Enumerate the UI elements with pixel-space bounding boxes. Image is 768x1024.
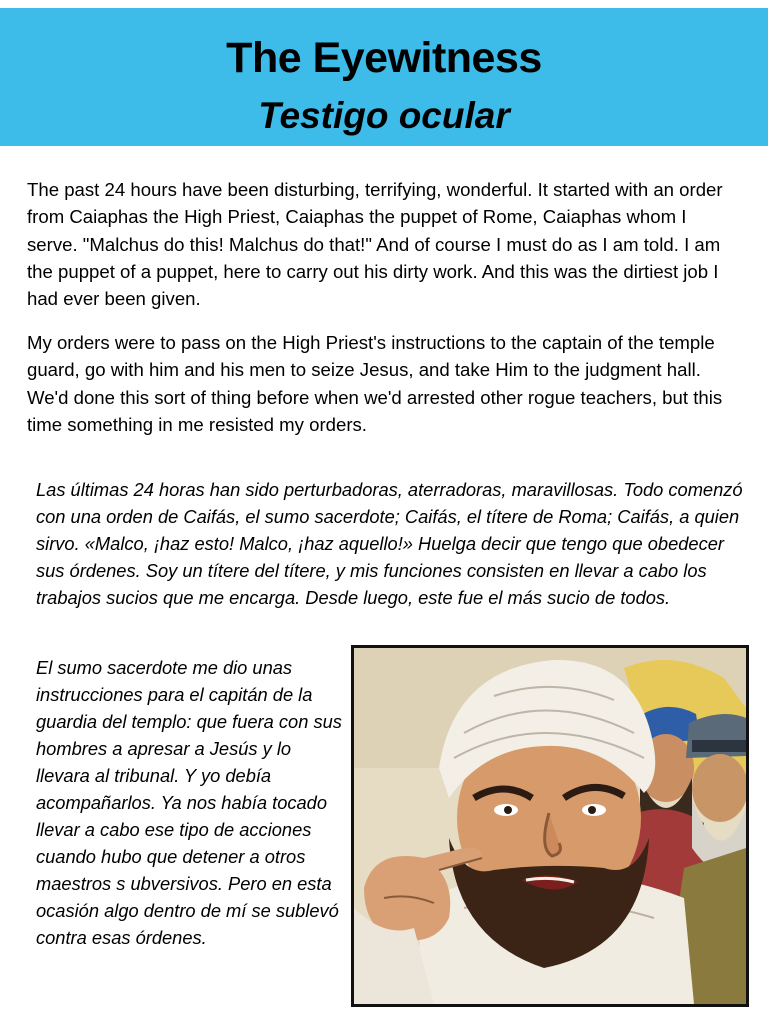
spanish-paragraph-1: Las últimas 24 horas han sido perturbadoras, aterradoras, maravillosas. Todo comenzó con una orden de Caifás, el sumo sacerdote; Caifás, el títere de Roma; Caifás, a quien sirvo. «Malco, ¡haz esto! Malco, ¡haz aquello!» Huelga decir que tengo que obedecer sus órdenes. Soy un títere del títere, y mis funciones consisten en llevar a cabo los trabajos sucios que me encarga. Desde luego, este fue el más sucio de todos. bbox=[36, 479, 743, 608]
title-banner bbox=[0, 8, 768, 146]
page-title: The Eyewitness bbox=[226, 34, 542, 82]
english-paragraph-2: My orders were to pass on the High Priest's instructions to the captain of the temple guard, go with him and his men to seize Jesus, and take Him to the judgment hall. We'd done this sort of thing before when we'd arrested other rogue teachers, but this time something in me resisted my orders. bbox=[27, 332, 723, 435]
page-subtitle: Testigo ocular bbox=[258, 95, 510, 136]
english-paragraph-1: The past 24 hours have been disturbing, terrifying, wonderful. It started with an order from Caiaphas the High Priest, Caiaphas the puppet of Rome, Caiaphas whom I serve. "Malchus do this! Malchus do that!" And of course I must do as I am told. I am the puppet of a puppet, here to carry out his dirty work. And this was the dirtiest job I had ever been given. bbox=[27, 179, 723, 310]
spanish-paragraph-2: El sumo sacerdote me dio unas instrucciones para el capitán de la guardia del templo: que fuera con sus hombres a apresar a Jesús y lo llevara al tribunal. Y yo debía acompañarlos. Ya nos había tocado llevar a cabo ese tipo de acciones cuando hubo que detener a otros maestros s ubversivos. Pero en esta ocasión algo dentro de mí se sublevó contra esas órdenes. bbox=[36, 657, 342, 948]
illustration-bearded-man-pointing bbox=[351, 645, 749, 1007]
